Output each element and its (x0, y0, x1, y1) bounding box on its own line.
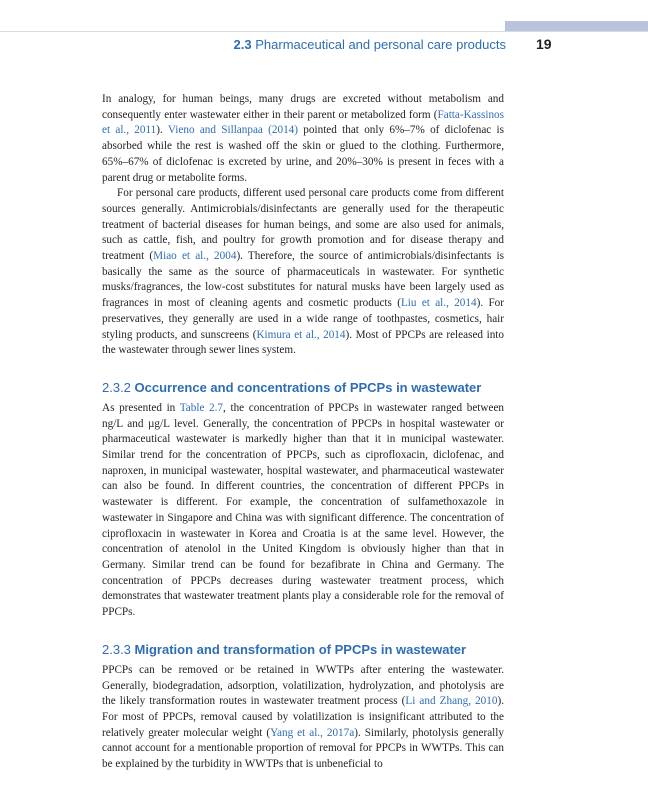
section-heading-title: Migration and transformation of PPCPs in wastewater (134, 641, 467, 657)
citation-link[interactable]: Kimura et al., 2014 (256, 328, 346, 341)
table-reference-link[interactable]: Table 2.7 (179, 401, 224, 414)
citation-link[interactable]: Liu et al., 2014 (400, 297, 477, 310)
text-run: PPCPs can be removed or be retained in WWTPs after entering the wastewater. Generally, biodegradation, adsorption, volatilization, hydrolyzation, and photolysis are the likely transformation routes in wastewater treatment process ( (102, 663, 504, 708)
paragraph-1 (102, 92, 504, 186)
section-heading-title: Occurrence and concentrations of PPCPs in wastewater (134, 379, 482, 395)
header-rule (0, 31, 648, 32)
text-run: In analogy, for human beings, many drugs are excreted without metabolism and consequently enter wastewater either in their parent or metabolized form ( (102, 93, 504, 121)
text-run: ). Therefore, the source of antimicrobials/disinfectants is basically the same as the source of pharmaceuticals in wastewater. For synthetic musks/fragrances, the low-cost substitutes for natural musks have been largely used as fragrances in most of cleaning agents and cosmetic products ( (102, 250, 505, 310)
text-run: ). Most of PPCPs are released into the wastewater through sewer lines system. (102, 328, 504, 357)
text-run: ). (156, 124, 168, 137)
section-heading-2-3-3 (102, 642, 504, 658)
running-head-section-title: Pharmaceutical and personal care products (255, 37, 506, 52)
text-run: As presented in (102, 401, 180, 414)
header-accent-bar (505, 21, 648, 31)
citation-link[interactable]: Li and Zhang, 2010 (405, 695, 498, 708)
running-head (0, 37, 506, 52)
text-run: pointed that only 6%–7% of diclofenac is absorbed while the rest is washed off the skin or glued to the clothing. Furthermore, 65%–67% of diclofenac is excreted by urine, and 20%–30% is present in feces with a parent drug or metabolite forms. (102, 124, 505, 184)
paragraph-2 (102, 186, 504, 359)
page-number: 19 (536, 36, 552, 52)
citation-link[interactable]: Miao et al., 2004 (153, 250, 237, 263)
section-heading-2-3-2 (102, 380, 504, 396)
text-run: For personal care products, different used personal care products come from different sources generally. Antimicrobials/disinfectants are generally used for the therapeutic treatment of bacterial diseases for human beings, and some are also used for animals, such as cattle, fish, and poultry for growth promotion and for disease therapy and treatment ( (102, 187, 504, 263)
section-heading-number: 2.3.3 (102, 641, 131, 657)
main-text (102, 92, 504, 773)
citation-link[interactable]: Vieno and Sillanpaa (2014) (167, 124, 299, 137)
text-run: ). For most of PPCPs, removal caused by volatilization is insignificant attributed to the relatively greater molecular weight ( (102, 695, 504, 739)
section-heading-number: 2.3.2 (102, 379, 131, 395)
paragraph-3 (102, 401, 504, 621)
text-run: ). Similarly, photolysis generally cannot account for a mentionable proportion of removal for PPCPs in WWTPs. This can be explained by the turbidity in WWTPs that is unbeneficial to (102, 726, 504, 771)
text-run: , the concentration of PPCPs in wastewater ranged between ng/L and µg/L level. Generally, the concentration of PPCPs in hospital wastewater or pharmaceutical wastewater is markedly higher than that it in municipal wastewater. Similar trend for the concentration of PPCPs, such as ciprofloxacin, diclofenac, and naproxen, in municipal wastewater, hospital wastewater, and pharmaceutical wastewater can also be found. In different countries, the concentration of different PPCPs in wastewater is different. For example, the concentration of sulfamethoxazole in wastewater in Singapore and China was with significant difference. The concentration of ciprofloxacin in wastewater in Korea and Croatia is at the same level. However, the concentration of atenolol in the United Kingdom is obviously higher than that in Germany. Similar trend can be found for bezafibrate in China and Germany. The concentration of PPCPs decreases during wastewater treatment process, which demonstrates that wastewater treatment plants play a considerable role for the removal of PPCPs. (102, 401, 504, 619)
paragraph-4 (102, 663, 504, 773)
running-head-section-number: 2.3 (233, 37, 252, 52)
text-run: ). For preservatives, they generally are used in a wide range of toothpastes, cosmetics, hair styling products, and sunscreens ( (102, 297, 504, 341)
citation-link[interactable]: Fatta-Kassinos et al., 2011 (102, 108, 504, 137)
citation-link[interactable]: Yang et al., 2017a (270, 726, 355, 739)
